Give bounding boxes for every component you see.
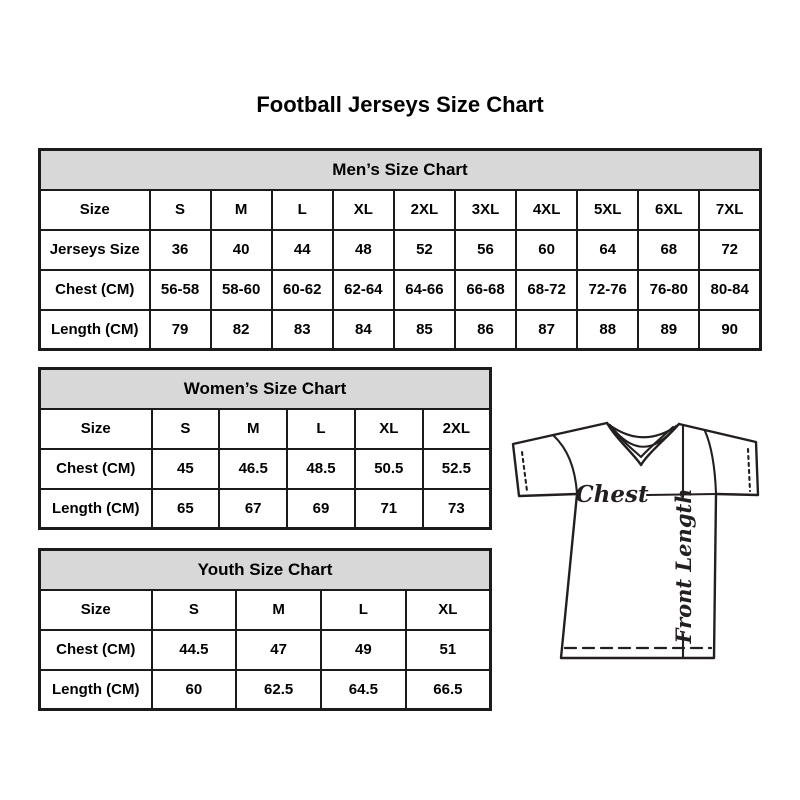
- size-value-cell: 50.5: [355, 449, 423, 489]
- womens-size-table: [38, 367, 492, 530]
- row-header-cell: Chest (CM): [40, 270, 150, 310]
- row-header-cell: Chest (CM): [40, 449, 152, 489]
- size-value-cell: 49: [321, 630, 406, 670]
- size-value-cell: 72: [699, 230, 760, 270]
- size-value-cell: 90: [699, 310, 760, 350]
- size-value-cell: 66-68: [455, 270, 516, 310]
- jersey-measurement-diagram: [500, 408, 772, 670]
- size-value-cell: 66.5: [406, 670, 491, 710]
- size-value-cell: 2XL: [423, 409, 491, 449]
- size-value-cell: 60: [516, 230, 577, 270]
- size-value-cell: 80-84: [699, 270, 760, 310]
- jersey-right-armhole-seam: [705, 431, 716, 493]
- size-value-cell: L: [321, 590, 406, 630]
- size-value-cell: 64-66: [394, 270, 455, 310]
- size-value-cell: 76-80: [638, 270, 699, 310]
- size-value-cell: S: [152, 590, 237, 630]
- jersey-left-cuff-stitch: [522, 452, 527, 491]
- size-value-cell: 46.5: [219, 449, 287, 489]
- size-value-cell: XL: [355, 409, 423, 449]
- row-header-cell: Length (CM): [40, 310, 150, 350]
- size-value-cell: 73: [423, 489, 491, 529]
- size-value-cell: 58-60: [211, 270, 272, 310]
- page-title: Football Jerseys Size Chart: [256, 92, 544, 117]
- size-value-cell: 44.5: [152, 630, 237, 670]
- table-title-row: [40, 150, 761, 190]
- mens-size-table: [38, 148, 762, 351]
- row-header-cell: Size: [40, 409, 152, 449]
- size-value-cell: 5XL: [577, 190, 638, 230]
- table-row: [40, 270, 761, 310]
- jersey-right-sleeve: [679, 424, 758, 495]
- size-value-cell: 88: [577, 310, 638, 350]
- table-row: [40, 630, 491, 670]
- size-value-cell: 60: [152, 670, 237, 710]
- size-value-cell: 52: [394, 230, 455, 270]
- size-value-cell: 85: [394, 310, 455, 350]
- size-value-cell: 71: [355, 489, 423, 529]
- size-value-cell: 7XL: [699, 190, 760, 230]
- size-value-cell: 86: [455, 310, 516, 350]
- size-value-cell: 62.5: [236, 670, 321, 710]
- size-value-cell: 89: [638, 310, 699, 350]
- size-value-cell: M: [211, 190, 272, 230]
- size-value-cell: 64: [577, 230, 638, 270]
- size-value-cell: 69: [287, 489, 355, 529]
- row-header-cell: Length (CM): [40, 670, 152, 710]
- size-value-cell: M: [236, 590, 321, 630]
- table-row: [40, 310, 761, 350]
- size-value-cell: 87: [516, 310, 577, 350]
- size-value-cell: S: [150, 190, 211, 230]
- size-value-cell: XL: [406, 590, 491, 630]
- size-value-cell: 68: [638, 230, 699, 270]
- size-value-cell: 72-76: [577, 270, 638, 310]
- size-value-cell: 65: [152, 489, 220, 529]
- size-value-cell: S: [152, 409, 220, 449]
- table-section-title: Men’s Size Chart: [40, 150, 761, 190]
- size-value-cell: 68-72: [516, 270, 577, 310]
- row-header-cell: Size: [40, 590, 152, 630]
- table-title-row: [40, 550, 491, 590]
- size-value-cell: 79: [150, 310, 211, 350]
- size-value-cell: 56: [455, 230, 516, 270]
- size-value-cell: 67: [219, 489, 287, 529]
- table-row: [40, 230, 761, 270]
- size-value-cell: 48.5: [287, 449, 355, 489]
- table-row: [40, 590, 491, 630]
- table-section-title: Youth Size Chart: [40, 550, 491, 590]
- size-value-cell: 62-64: [333, 270, 394, 310]
- youth-size-table: [38, 548, 492, 711]
- size-value-cell: 6XL: [638, 190, 699, 230]
- size-value-cell: 56-58: [150, 270, 211, 310]
- size-value-cell: 83: [272, 310, 333, 350]
- size-value-cell: 84: [333, 310, 394, 350]
- size-value-cell: 2XL: [394, 190, 455, 230]
- size-value-cell: 52.5: [423, 449, 491, 489]
- size-value-cell: XL: [333, 190, 394, 230]
- size-value-cell: 40: [211, 230, 272, 270]
- size-value-cell: 45: [152, 449, 220, 489]
- table-title-row: [40, 369, 491, 409]
- table-row: [40, 409, 491, 449]
- size-value-cell: 4XL: [516, 190, 577, 230]
- table-section-title: Women’s Size Chart: [40, 369, 491, 409]
- row-header-cell: Length (CM): [40, 489, 152, 529]
- table-row: [40, 670, 491, 710]
- size-value-cell: M: [219, 409, 287, 449]
- size-value-cell: L: [272, 190, 333, 230]
- size-value-cell: 47: [236, 630, 321, 670]
- size-value-cell: 51: [406, 630, 491, 670]
- jersey-collar-rib-arc-2: [610, 425, 676, 447]
- table-row: [40, 449, 491, 489]
- size-value-cell: 44: [272, 230, 333, 270]
- row-header-cell: Chest (CM): [40, 630, 152, 670]
- table-row: [40, 190, 761, 230]
- chest-measure-label: Chest: [575, 481, 649, 508]
- row-header-cell: Size: [40, 190, 150, 230]
- size-value-cell: L: [287, 409, 355, 449]
- size-value-cell: 48: [333, 230, 394, 270]
- size-value-cell: 82: [211, 310, 272, 350]
- size-value-cell: 60-62: [272, 270, 333, 310]
- size-value-cell: 36: [150, 230, 211, 270]
- jersey-left-armhole-seam: [553, 435, 577, 493]
- size-value-cell: 3XL: [455, 190, 516, 230]
- row-header-cell: Jerseys Size: [40, 230, 150, 270]
- jersey-right-cuff-stitch: [748, 449, 750, 491]
- table-row: [40, 489, 491, 529]
- front-length-measure-label: Front Length: [671, 488, 696, 644]
- size-value-cell: 64.5: [321, 670, 406, 710]
